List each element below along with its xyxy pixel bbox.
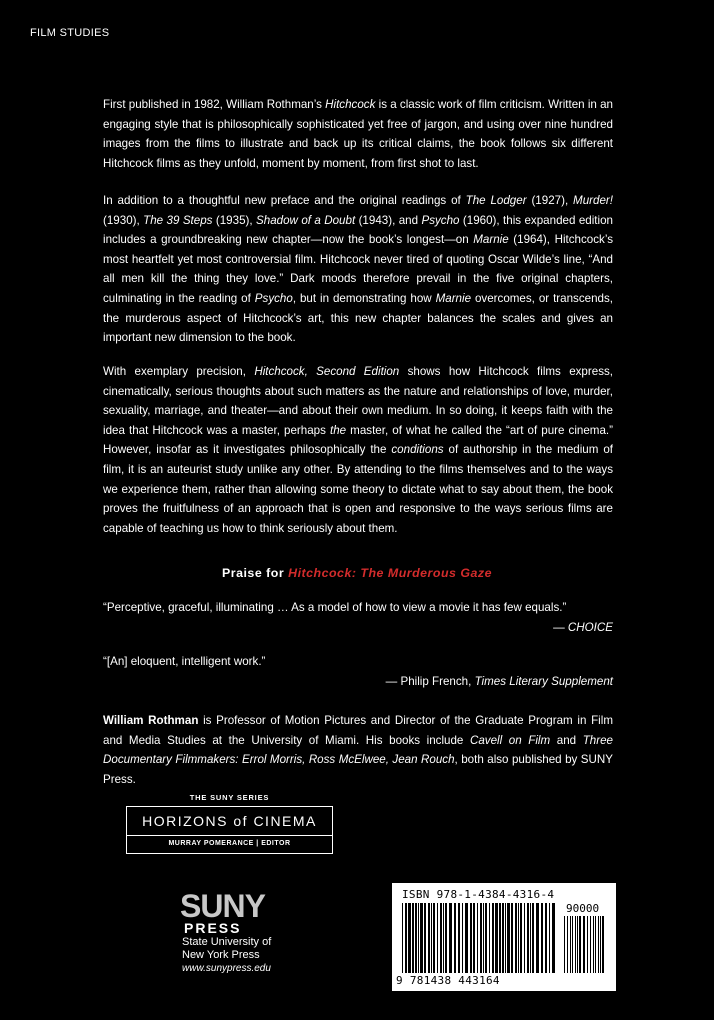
series-editor: MURRAY POMERANCE | EDITOR [168, 840, 291, 847]
barcode-bar [545, 903, 547, 973]
barcode-bar [532, 903, 534, 973]
barcode-bar [408, 903, 411, 973]
barcode-bar [465, 903, 468, 973]
barcode-bar [445, 903, 447, 973]
description-paragraph-1: First published in 1982, William Rothman’s Hitchcock is a classic work of film criticism. Written in an engaging style that is philosophically sophisticated yet free of jargon, and using over nine hundred images from the films to illustrate and back up its critical claims, the book follows six different Hitchcock films as they unfold, moment by moment, from first shot to last. [103, 98, 613, 170]
barcode-bar [449, 903, 452, 973]
series-top-label: THE SUNY SERIES [189, 793, 270, 802]
barcode-bar [567, 916, 568, 973]
barcode-bar [598, 916, 599, 973]
barcode-bar [583, 916, 585, 973]
barcode-bar [518, 903, 519, 973]
barcode-bar [536, 903, 539, 973]
barcode-bar [602, 916, 604, 973]
barcode-bar [405, 903, 407, 973]
barcode-bar [402, 903, 403, 973]
barcode-bar [483, 903, 484, 973]
barcode-bar [433, 903, 435, 973]
barcode-bar [502, 903, 504, 973]
barcode-bar [492, 903, 494, 973]
quote-attribution: — Philip French, Times Literary Supplement [385, 675, 613, 688]
praise-quote-2 [103, 652, 613, 692]
barcode-bar [505, 903, 506, 973]
barcode-bar [579, 916, 581, 973]
barcode-bar [511, 903, 513, 973]
barcode-bar [499, 903, 501, 973]
barcode-bar [473, 903, 475, 973]
category-label: FILM STUDIES [30, 27, 110, 39]
series-logo [126, 793, 333, 854]
praise-heading-prefix: Praise for [222, 566, 289, 580]
quote-text: “Perceptive, graceful, illuminating … As a model of how to view a movie it has few equals.” [103, 601, 567, 614]
price-code: 90000 [566, 902, 600, 915]
description-paragraph-2: In addition to a thoughtful new preface and the original readings of The Lodger (1927), Murder! (1930), The 39 Steps (1935), Shadow of a Doubt (1943), and Psycho (1960), this expanded edition includes a groundbreaking new chapter—now the book’s longest—on Marnie (1964), Hitchcock’s most heartfelt yet most controversial film. Hitchcock never tired of quoting Oscar Wilde’s line, “And all men kill the thing they love.” Dark moods therefore prevail in the five original chapters, culminating in the reading of Psycho, but in demonstrating how Marnie overcomes, or transcends, the murderous aspect of Hitchcock’s art, this new chapter balances the scales and gives an important new dimension to the book. [103, 194, 614, 345]
praise-heading-title: Hitchcock: The Murderous Gaze [288, 566, 492, 580]
barcode-bar [564, 916, 565, 973]
barcode-bar [443, 903, 444, 973]
barcode-bar [418, 903, 419, 973]
barcode-bar [515, 903, 517, 973]
barcode-bar [437, 903, 438, 973]
series-name: HORIZONS of CINEMA [142, 813, 317, 829]
barcode-bar [572, 916, 573, 973]
barcode-bar [590, 916, 591, 973]
barcode-bar [412, 903, 414, 973]
publisher-logo [180, 888, 320, 975]
barcode-bar [454, 903, 456, 973]
author-bio: William Rothman is Professor of Motion Pictures and Director of the Graduate Program in Film and Media Studies at the University of Miami. His books include Cavell on Film and Three Documentary Filmmakers: Errol Morris, Ross McElwee, Jean Rouch, both also published by SUNY Press. [103, 714, 613, 786]
praise-heading [0, 566, 714, 580]
barcode-bar [440, 903, 442, 973]
barcode-bar [524, 903, 525, 973]
barcode-bar [415, 903, 417, 973]
barcode-bar [477, 903, 478, 973]
barcode-bar [420, 903, 423, 973]
barcode-bar [520, 903, 522, 973]
quote-text: “[An] eloquent, intelligent work.” [103, 655, 266, 668]
publisher-name-line-2: New York Press [182, 949, 260, 961]
publisher-logo-bottom: PRESS [184, 920, 242, 936]
barcode-bar [458, 903, 460, 973]
barcode-bar [595, 916, 596, 973]
barcode-bar [495, 903, 498, 973]
barcode-bar [575, 916, 576, 973]
quote-attribution: — CHOICE [553, 621, 613, 634]
barcode-bar [424, 903, 426, 973]
barcode-addon-bars [564, 916, 608, 973]
barcode-bar [462, 903, 463, 973]
barcode-bar [600, 916, 601, 973]
barcode-bar [507, 903, 510, 973]
barcode-bar [593, 916, 594, 973]
isbn-barcode [392, 883, 616, 991]
barcode-bar [549, 903, 550, 973]
barcode-bar [470, 903, 472, 973]
description-paragraph-3: With exemplary precision, Hitchcock, Second Edition shows how Hitchcock films express, cinematically, serious thoughts about such matters as the nature and relationships of love, murder, sexuality, marriage, and theater—and about their own medium. In so doing, it keeps faith with the idea that Hitchcock was a master, perhaps the master, of what he called the “art of pure cinema.” However, insofar as it investigates philosophically the conditions of authorship in the medium of film, it is an auteurist study unlike any other. By attending to the films themselves and to the ways we experience them, rather than allowing some theory to dictate what to say about them, the book proves the fruitfulness of an approach that is open and responsive to the ways serious films are capable of teaching us how to think seriously about them. [103, 365, 614, 535]
barcode-bar [570, 916, 571, 973]
barcode-bar [541, 903, 543, 973]
praise-quote-1 [103, 598, 613, 638]
barcode-digits: 9 781438 443164 [396, 974, 500, 987]
barcode-bar [485, 903, 487, 973]
publisher-logo-top: SUNY [180, 888, 265, 924]
barcode-bar [577, 916, 578, 973]
publisher-name-line-1: State University of [182, 936, 272, 948]
publisher-url: www.sunypress.edu [182, 963, 271, 974]
barcode-bar [587, 916, 588, 973]
barcode-bar [552, 903, 555, 973]
barcode-bar [530, 903, 531, 973]
series-divider [127, 835, 332, 836]
isbn-text: ISBN 978-1-4384-4316-4 [402, 888, 555, 901]
barcode-bar [527, 903, 529, 973]
barcode-bars [402, 903, 558, 973]
barcode-bar [428, 903, 430, 973]
barcode-bar [431, 903, 432, 973]
series-box [126, 806, 333, 854]
barcode-bar [480, 903, 482, 973]
barcode-bar [489, 903, 490, 973]
